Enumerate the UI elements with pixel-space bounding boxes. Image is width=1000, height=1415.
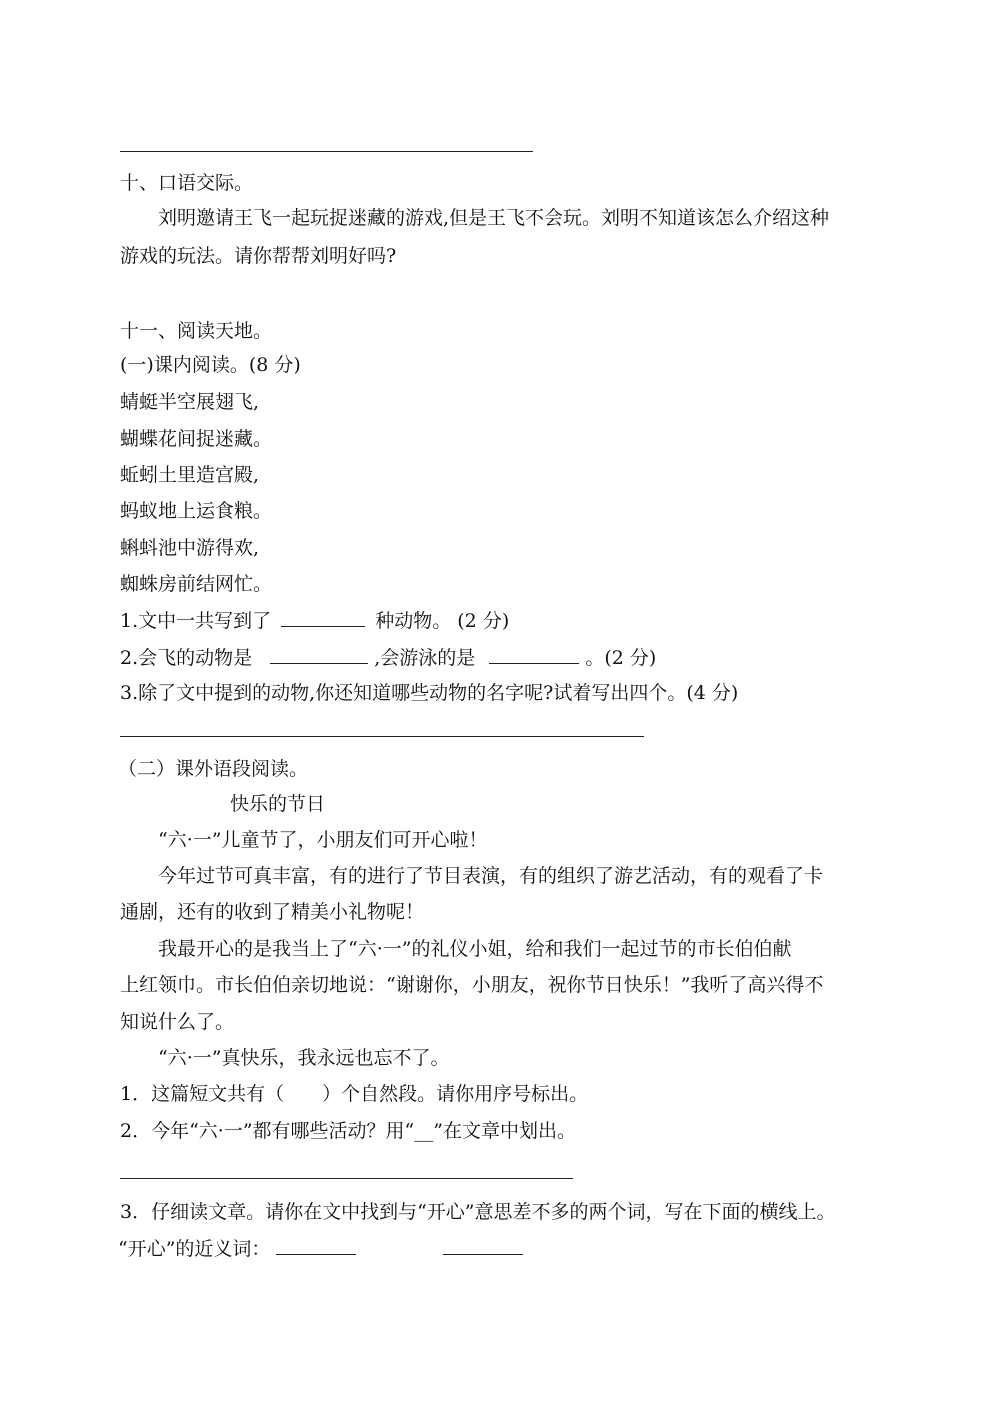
answer-line-top xyxy=(120,151,533,152)
synonym-blank-1[interactable] xyxy=(276,1236,356,1255)
passage-paragraph-3-line1: 我最开心的是我当上了“六·一”的礼仪小姐，给和我们一起过节的市长伯伯献 xyxy=(158,938,792,960)
part1-question-1 xyxy=(120,608,509,633)
passage-paragraph-4: “六·一”真快乐，我永远也忘不了。 xyxy=(158,1047,450,1069)
synonym-blank-2[interactable] xyxy=(443,1236,523,1255)
q3-answer-line[interactable] xyxy=(120,736,644,737)
part2-question-1: 1．这篇短文共有（ ）个自然段。请你用序号标出。 xyxy=(120,1083,589,1105)
passage-title: 快乐的节日 xyxy=(230,793,326,815)
q1-prefix: 1.文中一共写到了 xyxy=(120,610,272,632)
q1-answer-blank[interactable] xyxy=(281,608,365,627)
synonym-label: “开心”的近义词： xyxy=(118,1238,271,1260)
part2-question-3: 3．仔细读文章。请你在文中找到与“开心”意思差不多的两个词，写在下面的横线上。 xyxy=(120,1201,836,1223)
part1-question-3: 3.除了文中提到的动物,你还知道哪些动物的名字呢?试着写出四个。(4 分) xyxy=(120,682,739,704)
q2-mid: ,会游泳的是 xyxy=(374,647,476,669)
q2-suffix: 。(2 分) xyxy=(585,647,657,669)
q2-prefix: 2.会飞的动物是 xyxy=(120,647,253,669)
section10-title: 十、口语交际。 xyxy=(120,172,254,194)
passage-paragraph-1: “六·一”儿童节了，小朋友们可开心啦！ xyxy=(158,829,488,851)
q1-suffix: 种动物。 (2 分) xyxy=(375,610,510,632)
q2-answer-blank-fly[interactable] xyxy=(270,645,368,664)
poem-line-5: 蝌蚪池中游得欢, xyxy=(120,537,260,559)
part2-q2-answer-line[interactable] xyxy=(120,1178,573,1179)
passage-paragraph-2-line2: 通剧，还有的收到了精美小礼物呢！ xyxy=(120,901,425,923)
part2-title: （二）课外语段阅读。 xyxy=(118,758,309,780)
poem-line-4: 蚂蚁地上运食粮。 xyxy=(120,500,273,522)
synonym-line xyxy=(118,1236,523,1261)
section11-title: 十一、阅读天地。 xyxy=(120,320,273,342)
part1-question-2 xyxy=(120,645,656,670)
section10-paragraph-line1: 刘明邀请王飞一起玩捉迷藏的游戏,但是王飞不会玩。刘明不知道该怎么介绍这种 xyxy=(158,207,830,229)
passage-paragraph-3-line2: 上红领巾。市长伯伯亲切地说：“谢谢你，小朋友，祝你节日快乐！”我听了高兴得不 xyxy=(120,974,824,996)
part1-title: (一)课内阅读。(8 分) xyxy=(120,354,301,376)
poem-line-3: 蚯蚓土里造宫殿, xyxy=(120,464,260,486)
section10-paragraph-line2: 游戏的玩法。请你帮帮刘明好吗? xyxy=(120,245,397,267)
q2-answer-blank-swim[interactable] xyxy=(489,645,579,664)
passage-paragraph-3-line3: 知说什么了。 xyxy=(120,1011,235,1033)
poem-line-2: 蝴蝶花间捉迷藏。 xyxy=(120,428,273,450)
poem-line-6: 蜘蛛房前结网忙。 xyxy=(120,573,273,595)
part2-question-2: 2．今年“六·一”都有哪些活动？用“__”在文章中划出。 xyxy=(120,1120,576,1142)
passage-paragraph-2-line1: 今年过节可真丰富，有的进行了节目表演，有的组织了游艺活动，有的观看了卡 xyxy=(158,865,824,887)
poem-line-1: 蜻蜓半空展翅飞, xyxy=(120,391,260,413)
